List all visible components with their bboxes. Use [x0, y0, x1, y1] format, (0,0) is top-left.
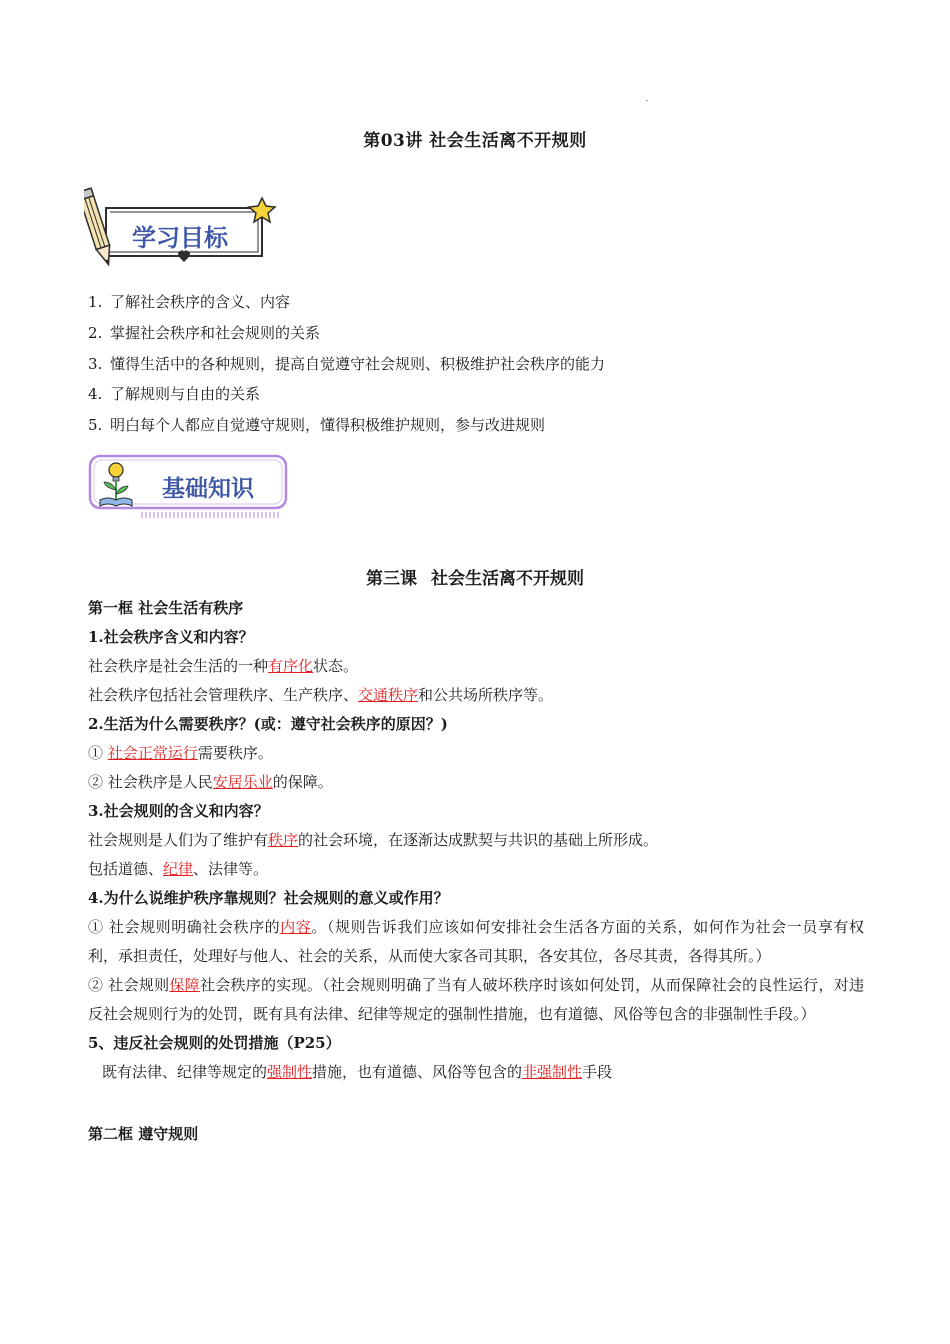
answer-text: 的社会环境，在逐渐达成默契与共识的基础上所形成。 — [298, 831, 659, 849]
goal-text: 懂得生活中的各种规则，提高自觉遵守社会规则、积极维护社会秩序的能力 — [110, 354, 606, 373]
goal-item — [88, 379, 888, 410]
goal-number: 5. — [88, 416, 103, 435]
answer-text: ② 社会秩序是人民 — [88, 773, 213, 791]
answer-line — [88, 739, 864, 768]
goal-item — [88, 318, 888, 349]
goal-number: 4. — [88, 385, 103, 404]
goal-item — [88, 349, 888, 380]
key-term: 秩序 — [268, 831, 299, 849]
answer-text: ① 社会规则明确社会秩序的 — [88, 918, 281, 936]
answer-text: 。（规则告诉我们应该如何安排社会生活各方面的关系，如何作为社会一员享有权利，承担责任，处理好与他人、社会的关系，从而使大家各司其职，各安其位，各尽其责，各得其所。） — [88, 918, 864, 965]
answer-text: 的保障。 — [272, 773, 333, 791]
spacer — [88, 1087, 864, 1116]
answer-paragraph — [88, 913, 864, 971]
question-heading: 2.生活为什么需要秩序？(或：遵守社会秩序的原因？) — [88, 715, 448, 733]
basic-knowledge-label: 基础知识 — [162, 476, 254, 502]
answer-line — [88, 855, 864, 884]
answer-text: 社会规则是人们为了维护有 — [88, 831, 269, 849]
lesson-content — [88, 594, 864, 1149]
goal-item — [88, 287, 888, 318]
answer-line — [88, 652, 864, 681]
key-term: 安居乐业 — [212, 773, 273, 791]
goal-number: 1. — [88, 293, 103, 311]
frame-heading: 第二框 遵守规则 — [88, 1125, 199, 1143]
answer-text: 、法律等。 — [193, 860, 269, 878]
answer-line — [88, 768, 864, 797]
goal-item — [88, 410, 888, 441]
goal-text: 掌握社会秩序和社会规则的关系 — [110, 323, 321, 342]
answer-text: ② 社会规则 — [88, 976, 170, 994]
key-term: 交通秩序 — [358, 686, 419, 704]
key-term: 保障 — [169, 976, 200, 994]
question-heading: 1.社会秩序含义和内容？ — [88, 628, 254, 646]
learning-goals-banner — [84, 184, 284, 274]
key-term: 有序化 — [268, 657, 314, 675]
answer-text: 社会秩序的实现。（社会规则明确了当有人破坏秩序时该如何处罚，从而保障社会的良性运行，对违反社会规则行为的处罚，既有具有法律、纪律等规定的强制性措施，也有道德、风俗等包含的非强制性手段。） — [88, 976, 864, 1023]
goal-number: 3. — [88, 354, 103, 373]
answer-text: 和公共场所秩序等。 — [418, 686, 554, 704]
answer-text: 措施，也有道德、风俗等包含的 — [312, 1063, 523, 1081]
question-heading: 4.为什么说维护秩序靠规则？社会规则的意义或作用？ — [88, 889, 449, 907]
scan-dot — [646, 100, 648, 101]
learning-goals-label: 学习目标 — [132, 224, 228, 252]
answer-text: 状态。 — [313, 657, 359, 675]
answer-line — [88, 681, 864, 710]
key-term: 纪律 — [163, 860, 194, 878]
answer-text: 既有法律、纪律等规定的 — [102, 1063, 268, 1081]
answer-text: ① — [88, 744, 108, 762]
answer-text: 社会秩序包括社会管理秩序、生产秩序、 — [88, 686, 359, 704]
answer-text: 手段 — [582, 1063, 613, 1081]
question-heading: 5、违反社会规则的处罚措施（P25） — [88, 1034, 341, 1052]
lesson-title: 第三课 社会生活离不开规则 — [366, 569, 584, 589]
frame-heading: 第一框 社会生活有秩序 — [88, 599, 244, 617]
answer-paragraph — [88, 971, 864, 1029]
key-term: 非强制性 — [522, 1063, 583, 1081]
goal-text: 了解规则与自由的关系 — [110, 385, 261, 404]
answer-text: 社会秩序是社会生活的一种 — [88, 657, 269, 675]
key-term: 正常运行 — [137, 744, 198, 762]
key-term: 强制性 — [267, 1063, 313, 1081]
goal-text: 了解社会秩序的含义、内容 — [110, 293, 291, 311]
answer-text: 需要秩序。 — [197, 744, 273, 762]
answer-line — [88, 1058, 864, 1087]
learning-goals-list — [88, 287, 888, 441]
key-term: 社会 — [107, 744, 138, 762]
answer-line — [88, 826, 864, 855]
goal-text: 明白每个人都应自觉遵守规则，懂得积极维护规则，参与改进规则 — [110, 416, 546, 435]
answer-text: 包括道德、 — [88, 860, 164, 878]
page-title: 第03讲 社会生活离不开规则 — [363, 131, 587, 151]
key-term: 内容 — [280, 918, 312, 936]
basic-knowledge-banner — [86, 452, 296, 522]
question-heading: 3.社会规则的含义和内容？ — [88, 802, 269, 820]
goal-number: 2. — [88, 323, 103, 342]
